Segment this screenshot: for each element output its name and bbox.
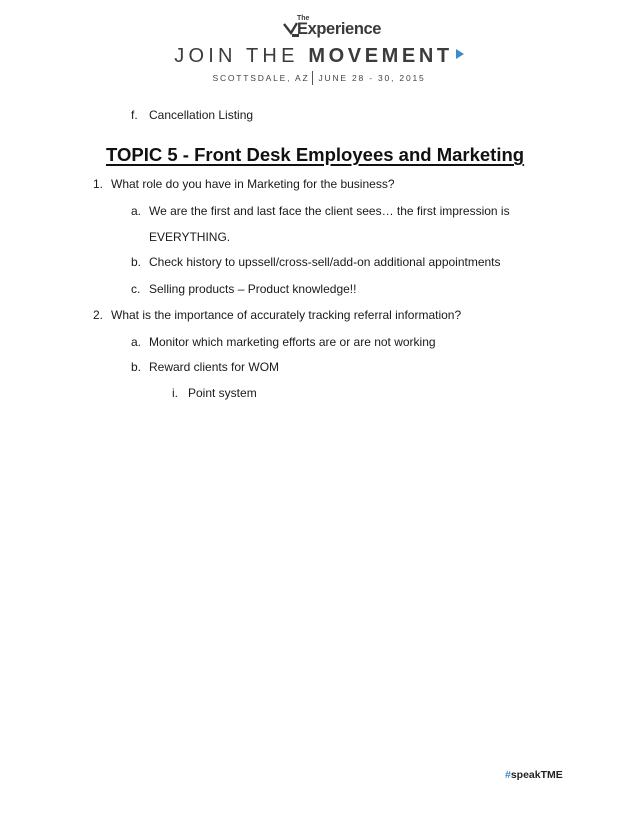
headline-bold: MOVEMENT (308, 45, 453, 67)
question-item (93, 308, 461, 322)
question-marker: 2. (93, 308, 104, 322)
event-dates: JUNE 28 - 30, 2015 (318, 73, 426, 83)
question-text: What is the importance of accurately tracking referral information? (111, 308, 462, 322)
answer-continuation: EVERYTHING. (149, 230, 231, 244)
answer-marker: b. (131, 255, 142, 269)
list-item (131, 108, 253, 122)
sub-answer-marker: i. (172, 386, 178, 400)
question-marker: 1. (93, 177, 104, 191)
answer-item (131, 204, 510, 218)
answer-text: Selling products – Product knowledge!! (149, 282, 357, 296)
answer-item (131, 335, 436, 349)
hashtag-symbol: # (505, 769, 511, 781)
answer-text: Monitor which marketing efforts are or are not working (149, 335, 436, 349)
answer-text: Reward clients for WOM (149, 360, 280, 374)
answer-text: Check history to upssell/cross-sell/add-on additional appointments (149, 255, 501, 269)
answer-marker: a. (131, 204, 142, 218)
divider (312, 71, 313, 85)
logo-wordmark: Experience (297, 20, 382, 38)
sub-answer-text: Point system (188, 386, 257, 400)
headline-light: JOIN THE (174, 45, 309, 67)
event-location: SCOTTSDALE, AZ (212, 73, 310, 83)
sub-answer-item (172, 386, 257, 400)
answer-marker: a. (131, 335, 142, 349)
logo-small-text: The (297, 15, 310, 22)
footer-hashtag (505, 769, 563, 781)
question-item (93, 177, 395, 191)
answer-marker: c. (131, 282, 141, 296)
list-item-text: Cancellation Listing (149, 108, 254, 122)
answer-marker: b. (131, 360, 142, 374)
answer-item (131, 282, 356, 296)
question-text: What role do you have in Marketing for the business? (111, 177, 395, 191)
play-icon (456, 49, 464, 59)
event-logo (283, 16, 393, 42)
list-marker: f. (131, 108, 138, 122)
answer-item (131, 360, 279, 374)
answer-item (131, 255, 501, 269)
event-headline (0, 46, 638, 66)
event-location-dates (0, 71, 638, 85)
answer-text: We are the first and last face the client sees… the first impression is (149, 204, 510, 218)
hashtag-text: speakTME (510, 769, 563, 781)
topic-title: TOPIC 5 - Front Desk Employees and Marketing (106, 144, 525, 165)
